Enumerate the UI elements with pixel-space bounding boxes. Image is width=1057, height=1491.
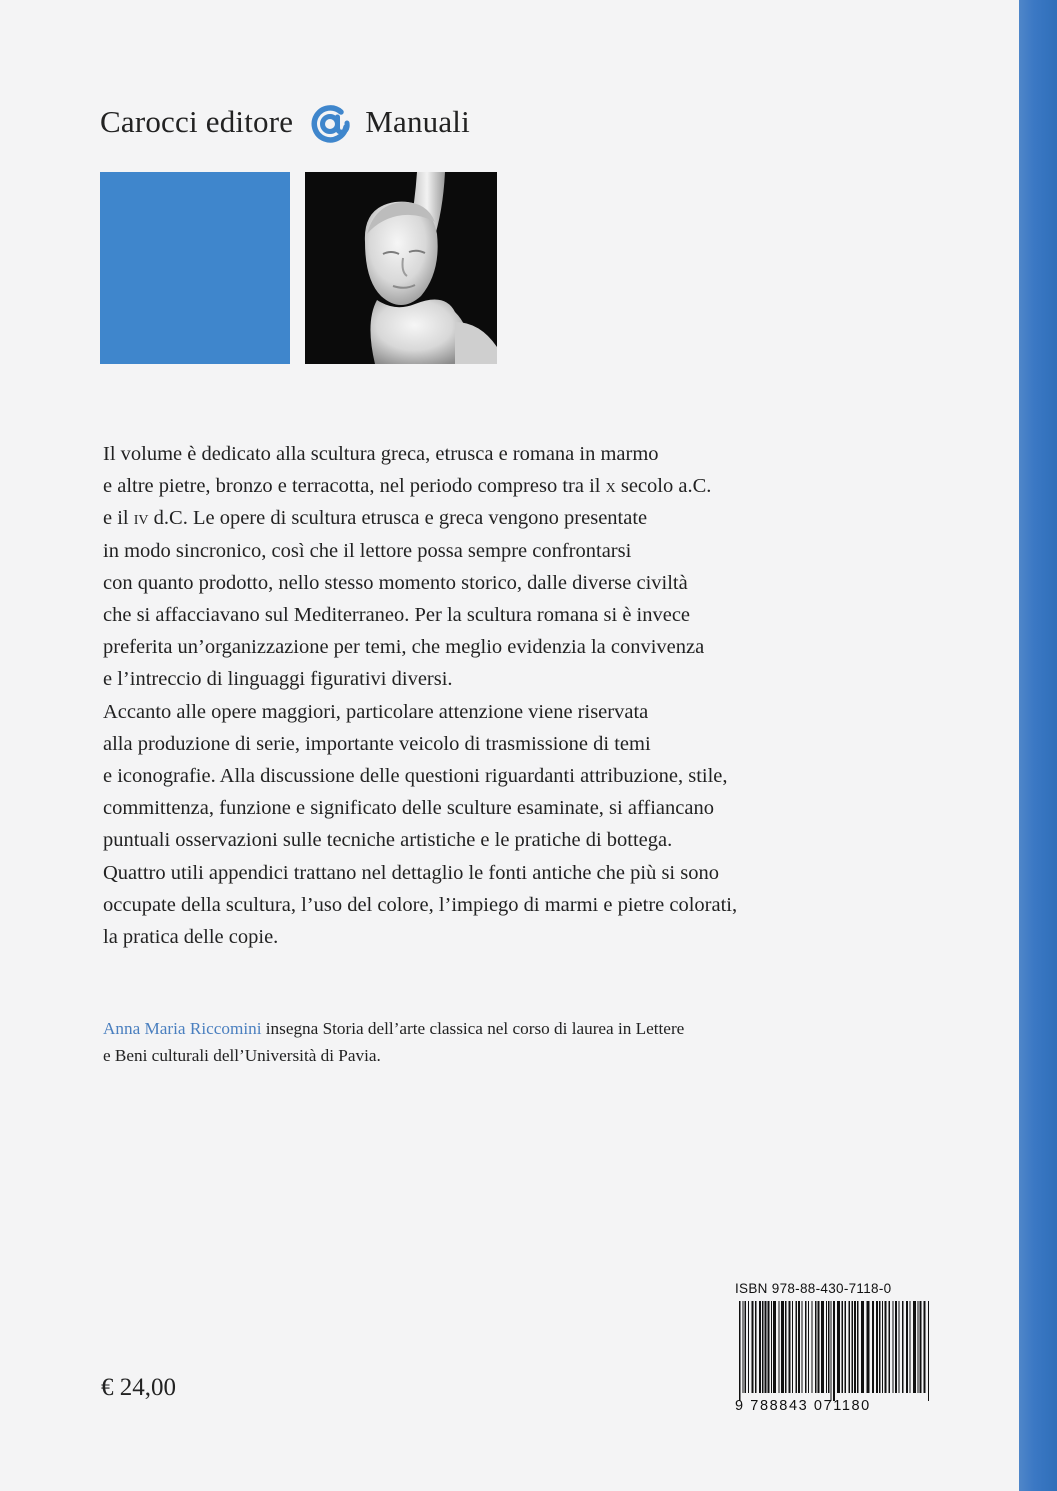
barcode-bar xyxy=(879,1301,881,1393)
barcode-bar xyxy=(752,1301,754,1393)
barcode-bar xyxy=(812,1301,813,1393)
description-line: committenza, funzione e significato delle sculture esaminate, si affiancano xyxy=(103,797,714,820)
isbn-barcode-block xyxy=(735,1281,935,1414)
barcode-bar xyxy=(759,1301,761,1393)
barcode-bar xyxy=(743,1301,744,1393)
barcode-bar xyxy=(852,1301,854,1393)
author-bio-line: e Beni culturali dell’Università di Pavia. xyxy=(103,1046,381,1065)
barcode-bar xyxy=(910,1301,911,1393)
sculpture-photo xyxy=(305,172,497,364)
barcode-bar xyxy=(789,1301,791,1393)
barcode-image xyxy=(735,1301,935,1401)
at-sign-logo-icon xyxy=(307,101,353,143)
barcode-bar xyxy=(796,1301,798,1393)
barcode-bar xyxy=(867,1301,870,1393)
barcode-bar xyxy=(792,1301,793,1393)
barcode-bar xyxy=(837,1301,840,1393)
description-line: puntuali osservazioni sulle tecniche artistiche e le pratiche di bottega. xyxy=(103,829,673,852)
barcode-bar xyxy=(785,1301,787,1393)
barcode-bar xyxy=(762,1301,764,1393)
author-name: Anna Maria Riccomini xyxy=(103,1019,262,1038)
barcode-bar xyxy=(828,1301,830,1393)
description-line: che si affacciavano sul Mediterraneo. Per la scultura romana si è invece xyxy=(103,604,691,627)
description-line: preferita un’organizzazione per temi, che meglio evidenzia la convivenza xyxy=(103,636,705,659)
description-line: Quattro utili appendici trattano nel dettaglio le fonti antiche che più si sono xyxy=(103,861,719,884)
barcode-bar xyxy=(895,1301,897,1393)
series-name: Manuali xyxy=(365,104,470,139)
description-line: alla produzione di serie, importante veicolo di trasmissione di temi xyxy=(103,732,651,755)
barcode-bar xyxy=(821,1301,824,1393)
price-label: € 24,00 xyxy=(101,1374,176,1401)
barcode-bar xyxy=(920,1301,922,1393)
barcode-bar xyxy=(826,1301,827,1393)
barcode-bar xyxy=(913,1301,916,1393)
description-line: e iconografie. Alla discussione delle questioni riguardanti attribuzione, stile, xyxy=(103,765,728,788)
barcode-bar xyxy=(779,1301,780,1393)
barcode-bar xyxy=(845,1301,847,1393)
barcode-bar xyxy=(755,1301,757,1393)
barcode-bar xyxy=(802,1301,803,1393)
blue-color-block xyxy=(100,172,290,364)
barcode-bar xyxy=(893,1301,894,1393)
barcode-bar xyxy=(872,1301,874,1393)
publisher-header xyxy=(100,100,470,144)
barcode-bar xyxy=(739,1301,741,1401)
author-bio-line: insegna Storia dell’arte classica nel corso di laurea in Lettere xyxy=(261,1019,685,1038)
barcode-bar xyxy=(833,1301,835,1401)
barcode-bar xyxy=(745,1301,747,1393)
barcode-bar xyxy=(849,1301,851,1393)
description-line: e altre pietre, bronzo e terracotta, nel periodo compreso tra il x secolo a.C. xyxy=(103,475,712,498)
barcode-bar xyxy=(831,1301,832,1401)
description-line: Accanto alle opere maggiori, particolare attenzione viene riservata xyxy=(103,700,649,723)
barcode-bar xyxy=(854,1301,856,1393)
sculpture-head-image xyxy=(305,172,497,364)
barcode-bar xyxy=(798,1301,800,1393)
barcode-bar xyxy=(781,1301,784,1393)
barcode-bar xyxy=(768,1301,770,1393)
barcode-digits: 9 788843 071180 xyxy=(735,1398,871,1414)
cover-spine-edge xyxy=(1019,0,1057,1491)
barcode-bar xyxy=(842,1301,844,1393)
description-line: con quanto prodotto, nello stesso momento storico, dalle diverse civiltà xyxy=(103,571,688,594)
book-description xyxy=(103,438,943,953)
barcode-bar xyxy=(857,1301,859,1393)
barcode-bar xyxy=(805,1301,807,1393)
barcode-bar xyxy=(815,1301,817,1393)
barcode-bar xyxy=(882,1301,883,1393)
barcode-bar xyxy=(818,1301,820,1393)
description-line: occupate della scultura, l’uso del colore, l’impiego di marmi e pietre colorati, xyxy=(103,893,738,916)
barcode-bar xyxy=(765,1301,767,1393)
barcode-bar xyxy=(771,1301,772,1393)
barcode-bar xyxy=(902,1301,904,1393)
publisher-name: Carocci editore xyxy=(100,104,294,139)
description-line: Il volume è dedicato alla scultura greca, etrusca e romana in marmo xyxy=(103,443,659,465)
description-line: e l’intreccio di linguaggi figurativi diversi. xyxy=(103,668,453,691)
barcode-bar xyxy=(876,1301,878,1393)
barcode-bar xyxy=(899,1301,900,1393)
barcode-bar xyxy=(924,1301,926,1393)
author-bio xyxy=(103,1015,963,1069)
barcode-bar xyxy=(928,1301,929,1401)
barcode-bar xyxy=(906,1301,908,1393)
barcode-bar xyxy=(885,1301,887,1393)
barcode-bar xyxy=(808,1301,809,1393)
isbn-label: ISBN 978-88-430-7118-0 xyxy=(735,1281,892,1296)
barcode-bar xyxy=(861,1301,864,1393)
barcode-bar xyxy=(918,1301,919,1393)
description-line: la pratica delle copie. xyxy=(103,926,279,949)
description-line: e il iv d.C. Le opere di scultura etrusca e greca vengono presentate xyxy=(103,507,648,530)
barcode-bar xyxy=(889,1301,891,1393)
barcode-bar xyxy=(748,1301,749,1393)
barcode-bar xyxy=(773,1301,776,1393)
description-line: in modo sincronico, così che il lettore possa sempre confrontarsi xyxy=(103,539,632,562)
